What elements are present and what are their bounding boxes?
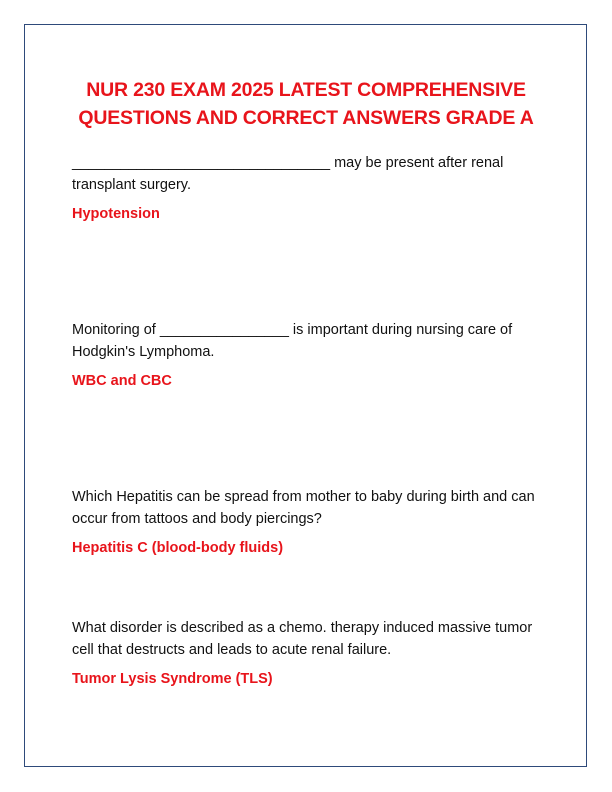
question-text: Monitoring of ________________ is important during nursing care of Hodgkin's Lymphoma. xyxy=(72,322,513,360)
answer-text: Hepatitis C (blood-body fluids) xyxy=(72,540,284,556)
question-text: Which Hepatitis can be spread from mother to baby during birth and can occur from tattoos and body piercings? xyxy=(72,489,535,527)
document-title xyxy=(40,76,572,132)
qa-item xyxy=(72,617,552,689)
answer-text: WBC and CBC xyxy=(72,373,172,389)
answer-text: Tumor Lysis Syndrome (TLS) xyxy=(72,671,273,687)
answer-text: Hypotension xyxy=(72,206,160,222)
question-text: What disorder is described as a chemo. therapy induced massive tumor cell that destructs and leads to acute renal failure. xyxy=(72,620,533,658)
qa-item xyxy=(72,486,552,558)
qa-item xyxy=(72,319,552,391)
question-text: ________________________________ may be present after renal transplant surgery. xyxy=(72,155,504,193)
document-title-line-2: QUESTIONS AND CORRECT ANSWERS GRADE A xyxy=(78,107,534,129)
document-title-line-1: NUR 230 EXAM 2025 LATEST COMPREHENSIVE xyxy=(86,79,526,101)
qa-item xyxy=(72,152,552,224)
